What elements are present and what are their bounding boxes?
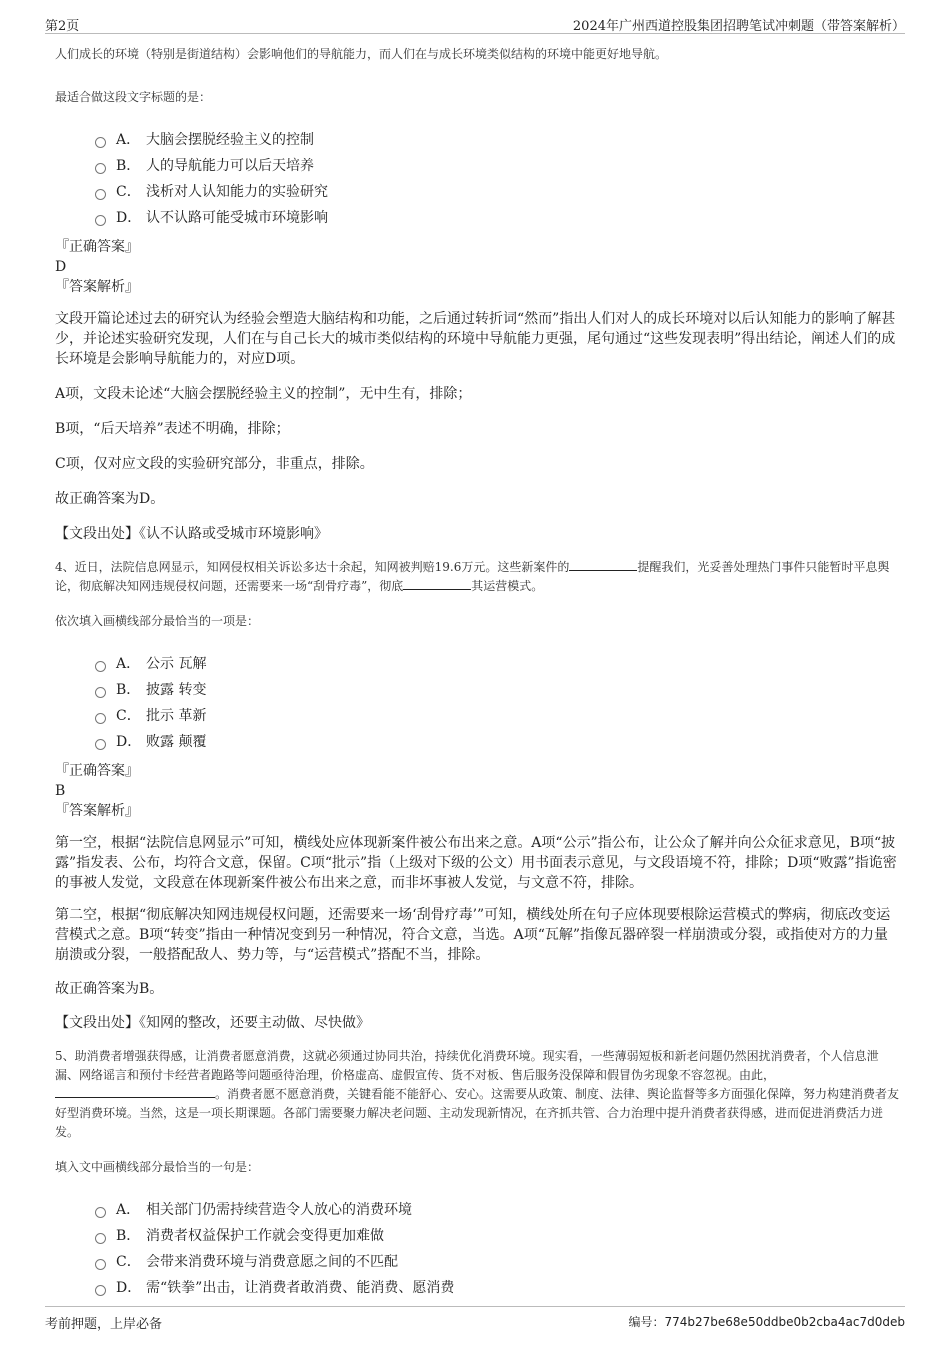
radio-icon[interactable] [95, 1207, 106, 1218]
document-code: 编号：774b27be68e50ddbe0b2cba4ac7d0deb [628, 1315, 905, 1329]
radio-icon[interactable] [95, 163, 106, 174]
page-header [45, 13, 905, 34]
fill-blank [569, 559, 637, 571]
q4-prompt: 依次填入画横线部分最恰当的一项是： [55, 614, 260, 628]
q4-option-d[interactable]: D． 败露 颠覆 [95, 729, 900, 755]
page-footer [45, 1306, 905, 1333]
q4-stem: 4、近日，法院信息网显示，知网侵权相关诉讼多达十余起，知网被判赔19.6万元。这些新案件的 提醒我们，光妥善处理热门事件只能暂时平息舆论，彻底解决知网违规侵权问题，还需要来一场“刮骨疗毒”，彻底 其运营模式。 [55, 560, 890, 593]
q5-option-a[interactable]: A． 相关部门仍需持续营造令人放心的消费环境 [95, 1197, 900, 1223]
radio-icon[interactable] [95, 1259, 106, 1270]
q4-option-a[interactable]: A． 公示 瓦解 [95, 651, 900, 677]
q5-option-d[interactable]: D． 需“铁拳”出击，让消费者敢消费、能消费、愿消费 [95, 1275, 900, 1301]
radio-icon[interactable] [95, 739, 106, 750]
radio-icon[interactable] [95, 215, 106, 226]
q5-option-c[interactable]: C． 会带来消费环境与消费意愿之间的不匹配 [95, 1249, 900, 1275]
radio-icon[interactable] [95, 137, 106, 148]
page-number: 第2页 [45, 19, 80, 34]
q3-option-a[interactable]: A． 大脑会摆脱经验主义的控制 [95, 127, 900, 153]
question-3 [55, 45, 900, 544]
q3-analysis-b: B项，“后天培养”表述不明确，排除； [55, 421, 290, 437]
footer-slogan: 考前押题，上岸必备 [45, 1317, 163, 1332]
radio-icon[interactable] [95, 687, 106, 698]
document-title: 2024年广州西道控股集团招聘笔试冲刺题（带答案解析） [572, 19, 905, 34]
q4-source: 【文段出处】《知网的整改，还要主动做、尽快做》 [55, 1015, 370, 1031]
radio-icon[interactable] [95, 1285, 106, 1296]
q5-prompt: 填入文中画横线部分最恰当的一句是： [55, 1160, 260, 1174]
q3-analysis-a: A项，文段未论述“大脑会摆脱经验主义的控制”，无中生有，排除； [55, 386, 472, 402]
q3-option-d[interactable]: D． 认不认路可能受城市环境影响 [95, 205, 900, 231]
fill-blank [403, 578, 471, 590]
q4-option-b[interactable]: B． 披露 转变 [95, 677, 900, 703]
q3-answer-label: 『正确答案』 [55, 239, 139, 255]
q4-answer: B [55, 783, 66, 799]
q4-analysis-label: 『答案解析』 [55, 803, 139, 819]
radio-icon[interactable] [95, 713, 106, 724]
question-5 [55, 1047, 900, 1301]
q3-option-b[interactable]: B． 人的导航能力可以后天培养 [95, 153, 900, 179]
q3-option-c[interactable]: C． 浅析对人认知能力的实验研究 [95, 179, 900, 205]
radio-icon[interactable] [95, 661, 106, 672]
q4-options [95, 651, 900, 755]
q4-analysis-first: 第一空，根据“法院信息网显示”可知，横线处应体现新案件被公布出来之意。A项“公示”指公布，让公众了解并向公众征求意见，B项“披露”指发表、公布，均符合文意，保留。C项“批示”指（上级对下级的公文）用书面表示意见，与文段语境不符，排除；D项“败露”指诡密的事被人发觉，文段意在体现新案件被公布出来之意，而非坏事被人发觉，与文意不符，排除。 [55, 835, 897, 891]
q4-analysis-second: 第二空，根据“彻底解决知网违规侵权问题，还需要来一场‘刮骨疗毒’”可知，横线处所在句子应体现要根除运营模式的弊病，彻底改变运营模式之意。B项“转变”指由一种情况变到另一种情况，符合文意，当选。A项“瓦解”指像瓦器碎裂一样崩溃或分裂，或指使对方的力量崩溃或分裂，一般搭配敌人、势力等，与“运营模式”搭配不当，排除。 [55, 907, 891, 963]
question-4 [55, 558, 900, 1033]
q3-conclusion: 故正确答案为D。 [55, 491, 165, 507]
q4-conclusion: 故正确答案为B。 [55, 981, 164, 997]
q3-analysis-c: C项，仅对应文段的实验研究部分，非重点，排除。 [55, 456, 374, 472]
q5-option-b[interactable]: B． 消费者权益保护工作就会变得更加难做 [95, 1223, 900, 1249]
q3-analysis-main: 文段开篇论述过去的研究认为经验会塑造大脑结构和功能，之后通过转折词“然而”指出人们对人的成长环境对以后认知能力的影响了解甚少，并论述实验研究发现，人们在与自己长大的城市类似结构的环境中导航能力更强，尾句通过“这些发现表明”得出结论，阐述人们的成长环境是会影响导航能力的，对应D项。 [55, 311, 896, 367]
q3-analysis-label: 『答案解析』 [55, 279, 139, 295]
q3-source: 【文段出处】《认不认路或受城市环境影响》 [55, 526, 328, 542]
q5-stem: 5、助消费者增强获得感，让消费者愿意消费，这就必须通过协同共治，持续优化消费环境。现实看，一些薄弱短板和新老问题仍然困扰消费者，个人信息泄漏、网络谣言和预付卡经营者跑路等问题亟待治理，价格虚高、虚假宣传、货不对板、售后服务没保障和假冒伪劣现象不容忽视。由此，。消费者愿不愿意消费，关键看能不能舒心、安心。这需要从政策、制度、法律、舆论监督等多方面强化保障，努力构建消费者友好型消费环境。当然，这是一项长期课题。各部门需要聚力解决老问题、主动发现新情况，在齐抓共管、合力治理中提升消费者获得感，进而促进消费活力迸发。 [55, 1049, 900, 1139]
q3-prompt: 最适合做这段文字标题的是： [55, 90, 212, 104]
q4-answer-label: 『正确答案』 [55, 763, 139, 779]
q3-answer: D [55, 259, 67, 275]
radio-icon[interactable] [95, 1233, 106, 1244]
q5-options [95, 1197, 900, 1301]
q3-passage-tail: 人们成长的环境（特别是街道结构）会影响他们的导航能力，而人们在与成长环境类似结构的环境中能更好地导航。 [55, 47, 668, 61]
fill-blank [55, 1086, 215, 1098]
q4-option-c[interactable]: C． 批示 革新 [95, 703, 900, 729]
q3-options [95, 127, 900, 231]
document-body [55, 45, 900, 1301]
radio-icon[interactable] [95, 189, 106, 200]
